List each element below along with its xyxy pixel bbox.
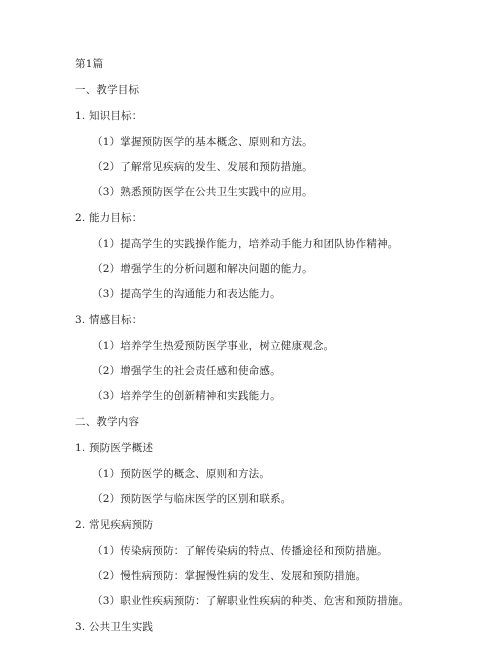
subheading-emotion: 3. 情感目标： [75,314,143,326]
subheading-ability: 2. 能力目标： [75,212,143,224]
subheading-public-health: 3. 公共卫生实践 [75,621,154,633]
list-item: （3）熟悉预防医学在公共卫生实践中的应用。 [92,186,313,198]
list-item: （3）培养学生的创新精神和实践能力。 [92,390,281,402]
subheading-overview: 1. 预防医学概述 [75,442,154,454]
list-item: （2）增强学生的分析问题和解决问题的能力。 [92,263,313,275]
list-item: （2）慢性病预防：掌握慢性病的发生、发展和预防措施。 [92,570,367,582]
list-item: （2）增强学生的社会责任感和使命感。 [92,365,281,377]
subheading-knowledge: 1. 知识目标： [75,110,143,122]
subheading-disease-prevention: 2. 常见疾病预防 [75,519,154,531]
section-heading-content: 二、教学内容 [75,416,140,428]
list-item: （1）提高学生的实践操作能力，培养动手能力和团队协作精神。 [92,238,399,250]
list-item: （1）预防医学的概念、原则和方法。 [92,468,271,480]
heading-part-1: 第1篇 [75,58,104,70]
list-item: （1）掌握预防医学的基本概念、原则和方法。 [92,136,313,148]
section-heading-objectives: 一、教学目标 [75,84,140,96]
list-item: （2）预防医学与临床医学的区别和联系。 [92,493,292,505]
list-item: （3）职业性疾病预防：了解职业性疾病的种类、危害和预防措施。 [92,595,410,607]
list-item: （2）了解常见疾病的发生、发展和预防措施。 [92,161,313,173]
list-item: （1）传染病预防：了解传染病的特点、传播途径和预防措施。 [92,545,388,557]
list-item: （1）培养学生热爱预防医学事业，树立健康观念。 [92,340,335,352]
list-item: （3）提高学生的沟通能力和表达能力。 [92,288,281,300]
